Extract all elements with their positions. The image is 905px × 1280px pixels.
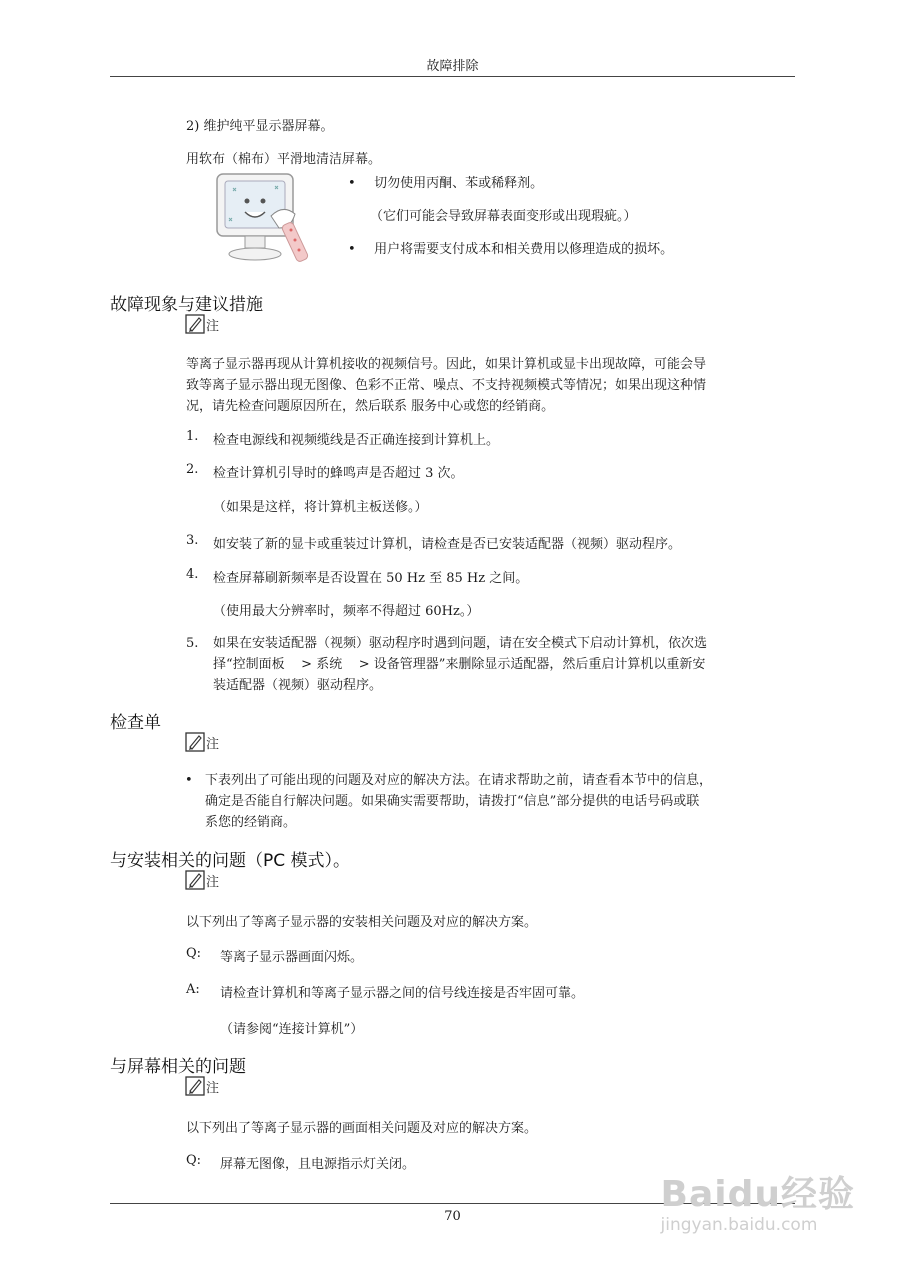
- checklist-bullet-text: 下表列出了可能出现的问题及对应的解决方法。在请求帮助之前，请查看本节中的信息， 确定是否能自行解决问题。如果确实需要帮助，请拨打“信息”部分提供的电话号码或联 系您的经销商。: [205, 773, 713, 830]
- note-install: [185, 870, 219, 890]
- bullet-dot-icon: •: [185, 773, 193, 788]
- install-answer-sub: （请参阅“连接计算机”）: [220, 1022, 364, 1037]
- note-pencil-icon: [185, 314, 205, 334]
- page-number: 70: [444, 1209, 461, 1224]
- maintenance-bullet-2: • 用户将需要支付成本和相关费用以修理造成的损坏。: [348, 242, 674, 257]
- bullet-dot-icon: •: [348, 242, 356, 257]
- note-label: 注: [206, 875, 220, 890]
- section-heading-screen: 与屏幕相关的问题: [110, 1057, 246, 1077]
- list-item-3: 3. 如安装了新的显卡或重装过计算机，请检查是否已安装适配器（视频）驱动程序。: [186, 533, 682, 552]
- note-pencil-icon: [185, 732, 205, 752]
- maintenance-step: 2) 维护纯平显示器屏幕。: [186, 119, 334, 134]
- note-pencil-icon: [185, 1076, 205, 1096]
- baidu-watermark: Baidu经验 jingyan.baidu.com: [660, 1174, 855, 1235]
- section-heading-checklist: 检查单: [110, 713, 161, 733]
- install-answer: A: 请检查计算机和等离子显示器之间的信号线连接是否牢固可靠。: [186, 982, 585, 1001]
- list-item-2-sub: （如果是这样，将计算机主板送修。）: [213, 500, 428, 515]
- note-label: 注: [206, 737, 220, 752]
- maintenance-intro: 用软布（棉布）平滑地清洁屏幕。: [186, 152, 382, 167]
- note-checklist: [185, 732, 219, 752]
- list-item-5-text: 如果在安装适配器（视频）驱动程序时遇到问题，请在安全模式下启动计算机，依次选 择“控制面板 > 系统 > 设备管理器”来删除显示适配器，然后重启计算机以重新安 装适配器（视频）驱动程序。: [213, 636, 708, 693]
- install-question: Q: 等离子显示器画面闪烁。: [186, 946, 364, 965]
- install-intro: 以下列出了等离子显示器的安装相关问题及对应的解决方案。: [186, 915, 538, 930]
- screen-question: Q: 屏幕无图像，且电源指示灯关闭。: [186, 1153, 416, 1172]
- list-item-4-sub: （使用最大分辨率时，频率不得超过 60Hz。）: [213, 604, 480, 619]
- note-label: 注: [206, 1081, 220, 1096]
- screen-intro: 以下列出了等离子显示器的画面相关问题及对应的解决方案。: [186, 1121, 538, 1136]
- header-rule: [110, 76, 795, 77]
- maintenance-bullet-1-note: （它们可能会导致屏幕表面变形或出现瑕疵。）: [370, 209, 637, 224]
- note-pencil-icon: [185, 870, 205, 890]
- list-item-1: 1. 检查电源线和视频缆线是否正确连接到计算机上。: [186, 429, 500, 448]
- maintenance-bullet-1: • 切勿使用丙酮、苯或稀释剂。: [348, 176, 544, 191]
- note-screen: [185, 1076, 219, 1096]
- bullet-dot-icon: •: [348, 176, 356, 191]
- note-label: 注: [206, 319, 220, 334]
- monitor-cleaning-illustration: [205, 168, 325, 268]
- list-item-4: 4. 检查屏幕刷新频率是否设置在 50 Hz 至 85 Hz 之间。: [186, 567, 529, 586]
- note-symptoms: [185, 314, 219, 334]
- section-heading-install: 与安装相关的问题（PC 模式）。: [110, 851, 351, 871]
- list-item-5: 5.: [186, 636, 199, 651]
- list-item-2: 2. 检查计算机引导时的蜂鸣声是否超过 3 次。: [186, 462, 464, 481]
- symptoms-paragraph: 等离子显示器再现从计算机接收的视频信号。因此，如果计算机或显卡出现故障，可能会导 致等离子显示器出现无图像、色彩不正常、噪点、不支持视频模式等情况；如果出现这种情 况，请先检查问题原因所在，然后联系 服务中心或您的经销商。: [186, 357, 707, 414]
- page-header-title: 故障排除: [426, 59, 479, 74]
- section-heading-symptoms: 故障现象与建议措施: [110, 295, 263, 315]
